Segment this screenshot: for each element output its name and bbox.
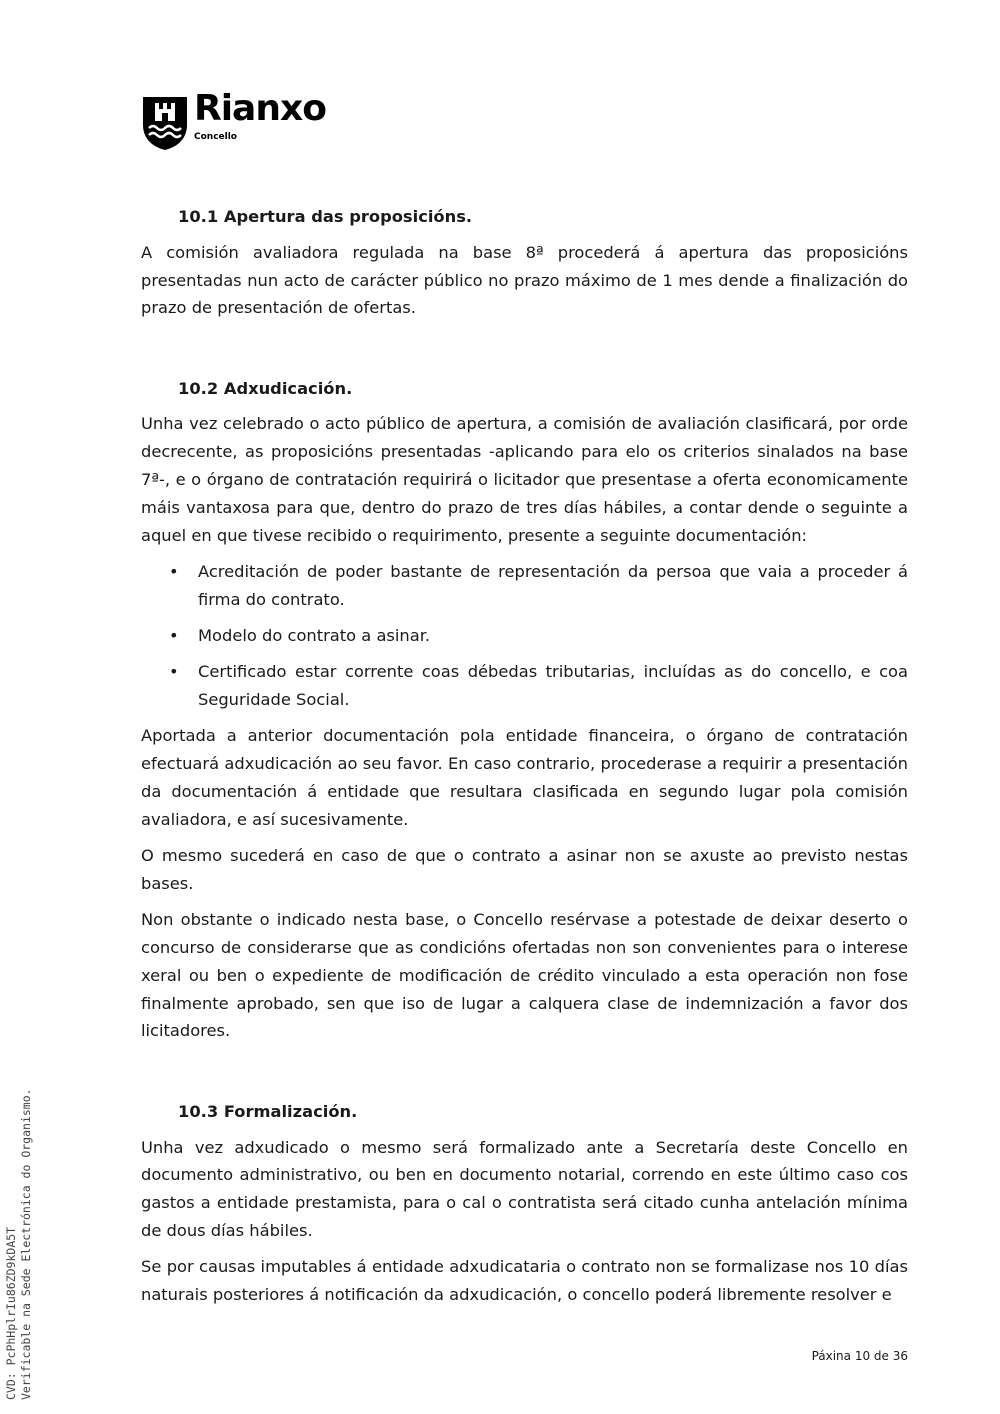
section-heading: 10.2 Adxudicación. [178,378,353,398]
bullet-icon: • [169,662,179,682]
list-item-text: Acreditación de poder bastante de representación da persoa que vaia a proceder á firma do contrato. [198,561,908,609]
list-item-text: Modelo do contrato a asinar. [198,626,431,646]
bullet-icon: • [169,561,179,581]
paragraph: Unha vez celebrado o acto público de apertura, a comisión de avaliación clasificará, por orde decrecente, as proposicións presentadas -aplicando para elo os criterios sinalados na base 7ª-, e o órgano de contratación requirirá o licitador que presentase a oferta economicamente máis vantaxosa para que, dentro do prazo de tres días hábiles, a contar dende o seguinte a aquel en que tivese recibido o requirimento, presente a seguinte documentación: [141,414,908,545]
paragraph: O mesmo sucederá en caso de que o contrato a asinar non se axuste ao previsto nestas bases. [141,846,908,893]
section-heading: 10.3 Formalización. [178,1101,358,1121]
paragraph: Non obstante o indicado nesta base, o Concello resérvase a potestade de deixar deserto o concurso de considerarse que as condicións ofertadas non son convenientes para o interese xeral ou ben o expediente de modificación de crédito vinculado a esta operación non fose finalmente aprobado, sen que iso de lugar a calquera clase de indemnización a favor dos licitadores. [141,910,908,1041]
verification-code: CVD: PcPhHplrIu86ZD9kDA5T [4,1226,18,1400]
paragraph: Unha vez adxudicado o mesmo será formalizado ante a Secretaría deste Concello en documento administrativo, ou ben en documento notarial, correndo en este último caso cos gastos a entidade prestamista, para o cal o contratista será citado cunha antelación mínima de dous días hábiles. [141,1137,908,1240]
logo-subtitle: Concello [194,132,237,142]
bullet-icon: • [169,626,179,646]
section-heading: 10.1 Apertura das proposicións. [178,207,473,226]
paragraph: A comisión avaliadora regulada na base 8ª procederá á apertura das proposicións presentadas nun acto de carácter público no prazo máximo de 1 mes dende a finalización do prazo de presentación de ofertas. [141,242,908,318]
list-item [141,558,908,614]
list-item [141,658,908,714]
logo-name: Rianxo [194,88,326,129]
paragraph: Aportada a anterior documentación pola entidade financeira, o órgano de contratación efectuará adxudicación ao seu favor. En caso contrario, procederase a requirir a presentación da documentación á entidade que resultara clasificada en segundo lugar pola comisión avaliadora, e así sucesivamente. [141,726,908,829]
verification-sidebar [4,1088,34,1400]
castle-shield-icon [141,95,189,151]
list-item-text: Certificado estar corrente coas débedas tributarias, incluídas as do concello, e coa Seguridade Social. [198,662,908,710]
requirements-list [141,558,908,714]
paragraph: Se por causas imputables á entidade adxudicataria o contrato non se formalizase nos 10 días naturais posteriores á notificación da adxudicación, o concello poderá libremente resolver e [141,1257,908,1304]
page-number: Páxina 10 de 36 [811,1349,908,1363]
list-item [141,622,908,650]
document-body [141,203,908,1317]
verification-note: Verificable na Sede Electrónica do Organismo. [19,1088,33,1400]
